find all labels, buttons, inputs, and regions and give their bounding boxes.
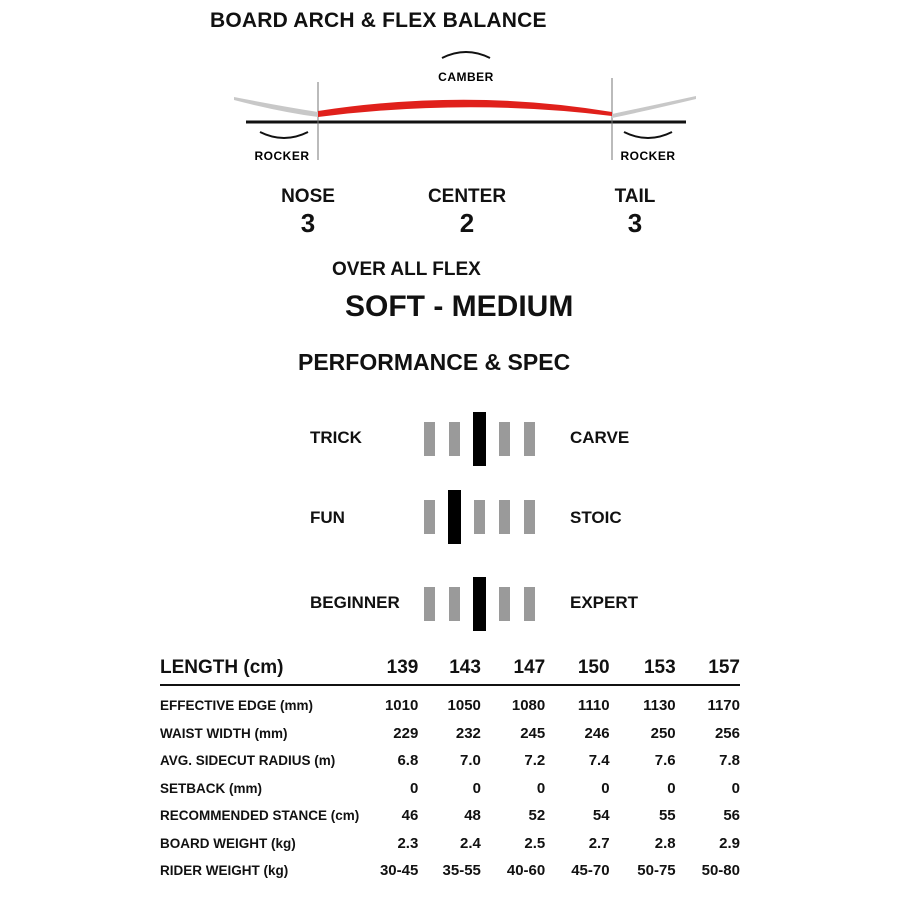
spec-cell: 45-70 <box>571 862 610 880</box>
spec-cell: 256 <box>714 724 740 742</box>
slider-segment <box>449 587 460 621</box>
spec-cell: 0 <box>409 779 419 797</box>
camber-shape <box>318 100 612 117</box>
spec-cell: 50-80 <box>701 862 740 880</box>
spec-cell: 2.5 <box>524 834 546 852</box>
slider-segment <box>499 422 510 456</box>
slider-segment <box>424 422 435 456</box>
slider-track <box>420 575 540 635</box>
table-row <box>160 802 740 830</box>
spec-cell: 2.4 <box>460 834 481 852</box>
camber-label: CAMBER <box>438 70 494 84</box>
spec-header-cell: 143 <box>418 652 481 685</box>
rocker-right-arc-icon <box>624 132 672 138</box>
table-row <box>160 720 740 748</box>
spec-header-cell: 139 <box>359 652 418 685</box>
slider-left-label: BEGINNER <box>310 593 400 612</box>
spec-cell: 48 <box>464 807 481 825</box>
slider-segment <box>449 422 460 456</box>
spec-cell: 1010 <box>384 697 419 715</box>
spec-cell: 7.8 <box>719 752 740 770</box>
table-row <box>160 775 740 803</box>
flex-center <box>407 186 527 239</box>
spec-cell: 40-60 <box>506 862 546 880</box>
flex-nose <box>248 186 368 239</box>
slider-left-label: FUN <box>310 508 345 527</box>
spec-cell: 0 <box>601 779 610 797</box>
spec-row-label: RECOMMENDED STANCE (cm) <box>160 808 360 824</box>
slider-segment <box>424 587 435 621</box>
spec-row-label: WAIST WIDTH (mm) <box>160 725 288 741</box>
slider-segment <box>474 500 485 534</box>
spec-cell: 245 <box>520 724 546 742</box>
flex-tail-value: 3 <box>627 208 643 238</box>
slider-track <box>420 488 540 548</box>
spec-cell: 35-55 <box>442 862 481 880</box>
slider-right-label: CARVE <box>570 428 630 447</box>
slider-segment <box>524 422 535 456</box>
spec-cell: 229 <box>393 724 419 742</box>
spec-cell: 50-75 <box>637 862 676 880</box>
board-arch-diagram <box>230 40 710 170</box>
rocker-nose-shape <box>234 97 318 117</box>
slider-indicator-active <box>473 412 486 466</box>
spec-cell: 1050 <box>447 697 481 715</box>
spec-cell: 0 <box>667 779 676 797</box>
table-row <box>160 857 740 885</box>
spec-cell: 7.2 <box>524 752 546 770</box>
spec-cell: 2.8 <box>654 834 676 852</box>
slider-segment <box>499 587 510 621</box>
spec-header-cell: LENGTH (cm) <box>160 652 359 685</box>
spec-cell: 246 <box>584 724 610 742</box>
spec-row-label: SETBACK (mm) <box>160 780 263 796</box>
spec-row-label: EFFECTIVE EDGE (mm) <box>160 698 314 714</box>
spec-cell: 2.3 <box>397 834 419 852</box>
spec-cell: 7.0 <box>460 752 481 770</box>
slider-right-label: STOIC <box>570 508 622 527</box>
overall-flex-value: SOFT - MEDIUM <box>345 290 574 323</box>
spec-cell: 2.7 <box>588 834 610 852</box>
spec-cell: 0 <box>536 779 546 797</box>
camber-arc-icon <box>442 52 490 58</box>
spec-cell: 6.8 <box>397 752 419 770</box>
spec-cell: 30-45 <box>379 862 419 880</box>
slider-segment <box>424 500 435 534</box>
rocker-tail-shape <box>612 96 696 118</box>
slider-indicator-active <box>473 577 486 631</box>
slider-beginner-expert <box>0 575 900 635</box>
spec-cell: 56 <box>723 807 740 825</box>
flex-center-label: CENTER <box>427 186 507 207</box>
overall-flex-label: OVER ALL FLEX <box>332 259 481 280</box>
spec-row-label: AVG. SIDECUT RADIUS (m) <box>160 753 336 769</box>
slider-trick-carve <box>0 410 900 470</box>
spec-header-cell: 157 <box>676 652 740 685</box>
slider-right-label: EXPERT <box>570 593 639 612</box>
spec-cell: 52 <box>528 807 546 825</box>
spec-cell: 1080 <box>511 697 546 715</box>
spec-header-row <box>160 652 740 685</box>
table-row <box>160 830 740 858</box>
spec-cell: 7.4 <box>588 752 610 770</box>
spec-cell: 46 <box>401 807 419 825</box>
slider-track <box>420 410 540 470</box>
spec-cell: 1110 <box>577 697 610 715</box>
flex-tail <box>575 186 695 239</box>
slider-segment <box>499 500 510 534</box>
spec-cell: 55 <box>658 807 676 825</box>
flex-nose-value: 3 <box>300 208 316 238</box>
flex-center-value: 2 <box>459 208 475 238</box>
spec-header-cell: 153 <box>610 652 676 685</box>
spec-cell: 1130 <box>643 697 676 715</box>
table-row <box>160 747 740 775</box>
spec-table <box>160 652 740 885</box>
spec-header-cell: 147 <box>481 652 545 685</box>
spec-cell: 7.6 <box>654 752 676 770</box>
slider-left-label: TRICK <box>310 428 362 447</box>
slider-fun-stoic <box>0 488 900 548</box>
spec-cell: 232 <box>455 724 481 742</box>
slider-segment <box>524 587 535 621</box>
rocker-left-label: ROCKER <box>254 149 310 163</box>
flex-tail-label: TAIL <box>614 186 656 207</box>
slider-segment <box>524 500 535 534</box>
performance-title: PERFORMANCE & SPEC <box>298 349 571 375</box>
spec-cell: 1170 <box>707 697 740 715</box>
flex-nose-label: NOSE <box>281 186 335 207</box>
spec-cell: 2.9 <box>719 834 740 852</box>
spec-header-cell: 150 <box>545 652 609 685</box>
spec-cell: 250 <box>650 724 676 742</box>
spec-row-label: BOARD WEIGHT (kg) <box>160 835 296 851</box>
slider-indicator-active <box>448 490 461 544</box>
rocker-right-label: ROCKER <box>620 149 676 163</box>
rocker-left-arc-icon <box>260 132 308 138</box>
spec-cell: 0 <box>731 779 740 797</box>
spec-cell: 54 <box>592 807 610 825</box>
page-title: BOARD ARCH & FLEX BALANCE <box>210 9 547 32</box>
spec-cell: 0 <box>472 779 481 797</box>
table-row <box>160 685 740 720</box>
spec-row-label: RIDER WEIGHT (kg) <box>160 863 289 879</box>
